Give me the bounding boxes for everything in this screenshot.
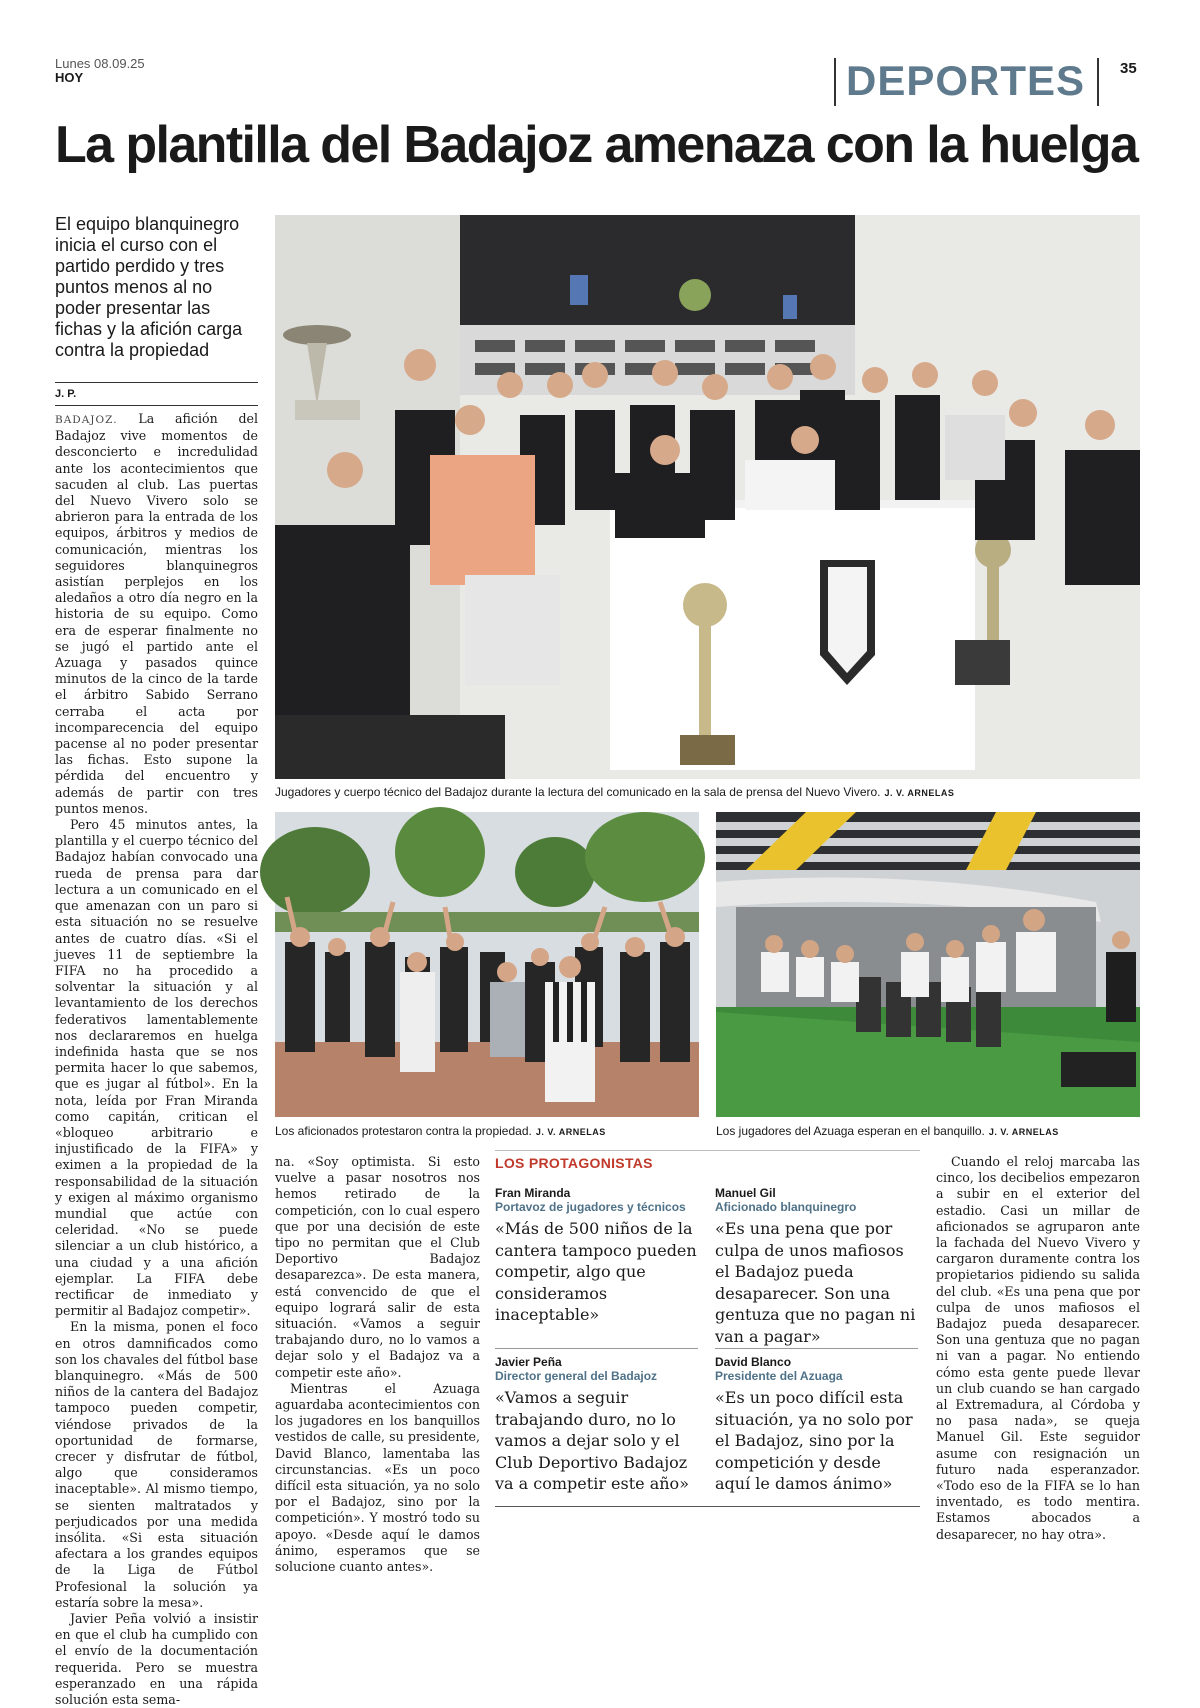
caption-text: Los aficionados protestaron contra la propiedad. xyxy=(275,1124,532,1138)
press-conference-photo xyxy=(275,215,1140,779)
protagonists-box xyxy=(495,1150,920,1507)
quote-person-name: Javier Peña xyxy=(495,1355,562,1369)
quote-person-role: Aficionado blanquinegro xyxy=(715,1200,857,1214)
section-title: DEPORTES xyxy=(834,58,1099,106)
fans-protest-illustration xyxy=(275,812,699,1117)
quote-person-role: Director general del Badajoz xyxy=(495,1369,658,1383)
quote-person-name: Fran Miranda xyxy=(495,1186,571,1200)
page-number: 35 xyxy=(1120,60,1137,77)
quote-text: «Es una pena que por culpa de unos mafiosos el Badajoz pueda desaparecer. Son una gentuza que no pagan ni van a pagar» xyxy=(715,1219,916,1346)
article-paragraph: Mientras el Azuaga aguardaba acontecimientos con los jugadores en los banquillos vestidos de calle, su presidente, David Blanco, lamentaba las circunstancias. «Es un poco difícil esta situación, ya no solo por el Badajoz, sino por la competición». Y mostró todo su apoyo. «Desde aquí le damos ánimo, esperamos que se solucione cuanto antes». xyxy=(275,1380,480,1575)
publication-name: HOY xyxy=(55,70,84,85)
bench-caption xyxy=(716,1124,1059,1138)
bench-illustration xyxy=(716,812,1140,1117)
photo-credit: J. V. ARNELAS xyxy=(535,1127,606,1137)
bench-photo xyxy=(716,812,1140,1117)
protagonists-title: LOS PROTAGONISTAS xyxy=(495,1155,653,1171)
quote-manuel-gil xyxy=(715,1186,918,1347)
fans-protest-photo xyxy=(275,812,699,1117)
issue-date: Lunes 08.09.25 xyxy=(55,56,145,71)
quote-person-role: Portavoz de jugadores y técnicos xyxy=(495,1200,686,1214)
article-text: La afición del Badajoz vive momentos de desconcierto e incredulidad ante los acontecimientos que sacuden al club. Las puertas del Nuevo Vivero solo se abrieron para la entrada de los equipos, árbitros y medios de comunicación, mientras los seguidores blanquinegros asistían perplejos en los aledaños a otro día negro en la historia de su equipo. Como era de esperar finalmente no se jugó el partido ante el Azuaga y pasados quince minutos de la cinco de la tarde el árbitro Sabido Serrano cerraba el acta por incomparecencia del equipo pacense al no poder presentar las fichas. Esto supone la pérdida del encuentro y además de partir con tres puntos menos. xyxy=(55,411,258,816)
article-column-3 xyxy=(936,1154,1140,1542)
fans-caption xyxy=(275,1124,606,1138)
headline: La plantilla del Badajoz amenaza con la huelga xyxy=(55,116,1138,174)
byline: J. P. xyxy=(55,382,258,406)
caption-text: Jugadores y cuerpo técnico del Badajoz durante la lectura del comunicado en la sala de prensa del Nuevo Vivero. xyxy=(275,785,881,799)
article-paragraph: na. «Soy optimista. Si esto vuelve a pasar nosotros nos hemos retirado de la competición, con lo cual espero que por una decisión de este tipo no permitan que el Club Deportivo Badajoz desaparezca». De esta manera, está convencido de que el equipo logrará salir de esta situación. «Vamos a seguir trabajando duro, no lo vamos a dejar solo y el Badajoz va a competir este año». xyxy=(275,1154,480,1380)
dateline: BADAJOZ. xyxy=(55,414,118,426)
article-paragraph xyxy=(55,411,258,817)
quote-javier-pena xyxy=(495,1348,698,1495)
press-conference-caption xyxy=(275,785,954,799)
standfirst: El equipo blanquinegro inicia el curso con el partido perdido y tres puntos menos al no poder presentar las fichas y la afición carga contra la propiedad xyxy=(55,214,243,360)
quote-david-blanco xyxy=(715,1348,918,1495)
quote-fran-miranda xyxy=(495,1186,698,1326)
article-paragraph: En la misma, ponen el foco en otros damnificados como son los chavales del fútbol base blanquinegro. «Más de 500 niños de la cantera del Badajoz tampoco pueden competir, viéndose privados de la oportunidad de formarse, crecer y disfrutar de fútbol, algo que consideramos inaceptable». Al mismo tiempo, se sienten maltratados y perjudicados por una medida insólita. «Si esta situación afectara a los grandes equipos de la Liga de Fútbol Profesional la solución ya estaría sobre la mesa». xyxy=(55,1319,258,1610)
article-paragraph: Cuando el reloj marcaba las cinco, los decibelios empezaron a subir en el exterior del estadio. Casi un millar de aficionados se agruparon ante la fachada del Nuevo Vivero y cargaron duramente contra los propietarios pidiendo su salida del club. «Es una pena que por culpa de unos mafiosos el Badajoz pueda desaparecer. Son una gentuza que no pagan ni van a pagar. No entiendo cómo esta gente puede llevar un club cuando se han cargado al Extremadura, al Córdoba y no pasa nada», se queja Manuel Gil. Este seguidor asume con resignación un futuro nada esperanzador. «Todo eso de la FIFA se lo han inventado, es todo mentira. Estamos abocados a desaparecer, no hay otra». xyxy=(936,1154,1140,1542)
quote-text: «Es un poco difícil esta situación, ya no solo por el Badajoz, sino por la competición y desde aquí le damos ánimo» xyxy=(715,1388,913,1493)
article-paragraph: Javier Peña volvió a insistir en que el club ha cumplido con el envío de la documentación requerida. Pero se muestra esperanzado en una rápida solución esta sema- xyxy=(55,1611,258,1708)
quote-text: «Más de 500 niños de la cantera tampoco pueden competir, algo que consideramos inaceptable» xyxy=(495,1219,697,1324)
quote-person-name: Manuel Gil xyxy=(715,1186,776,1200)
article-column-2 xyxy=(275,1154,480,1575)
press-conference-illustration xyxy=(275,215,1140,779)
quote-text: «Vamos a seguir trabajando duro, no lo vamos a dejar solo y el Club Deportivo Badajoz va a competir este año» xyxy=(495,1388,689,1493)
article-column-1 xyxy=(55,411,258,1708)
photo-credit: J. V. ARNELAS xyxy=(884,788,955,798)
article-paragraph: Pero 45 minutos antes, la plantilla y el cuerpo técnico del Badajoz habían convocado una rueda de prensa para dar lectura a un comunicado en el que amenazan con un paro si esta situación no se resuelve antes de cuatro días. «Si el jueves 11 de septiembre la FIFA no ha procedido a solventar la situación y al levantamiento de los derechos federativos lamentablemente nos declararemos en huelga indefinida hasta que se nos permita hacer lo que sabemos, que es jugar al fútbol». En la nota, leída por Fran Miranda como capitán, critican el «bloqueo arbitrario e injustificado de la FIFA» y eximen a la propiedad de la responsabilidad de la situación y exigen al máximo organismo mundial que actúe con celeridad. «No se puede silenciar a un club histórico, a una ciudad y a una afición ejemplar. La FIFA debe rectificar de inmediato y permitir al Badajoz competir». xyxy=(55,817,258,1319)
quote-person-name: David Blanco xyxy=(715,1355,792,1369)
quote-person-role: Presidente del Azuaga xyxy=(715,1369,843,1383)
photo-credit: J. V. ARNELAS xyxy=(988,1127,1059,1137)
caption-text: Los jugadores del Azuaga esperan en el banquillo. xyxy=(716,1124,985,1138)
